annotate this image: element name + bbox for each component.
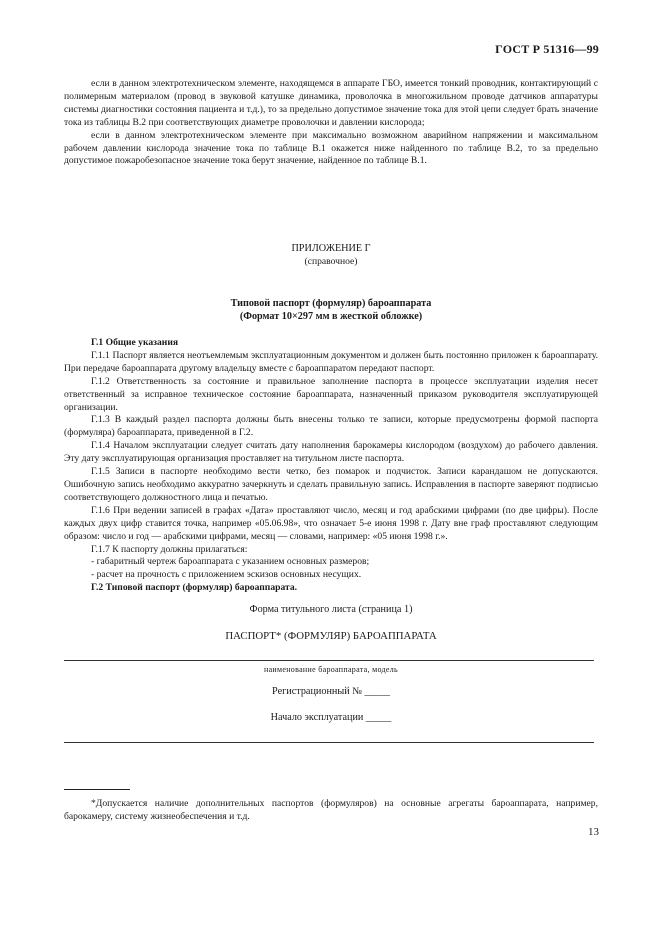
footnote-separator [64,789,130,790]
document-title-line-2: (Формат 10×297 мм в жесткой обложке) [239,311,423,322]
clause-g16: Г.1.6 При ведении записей в графах «Дата» проставляют число, месяц и год арабскими цифрами (по две цифры). После каждых двух цифр ставится точка, например «05.06.98», что означает 5-е июня 1998 г. Дату вне граф проставляют следующим образом: число и год — арабскими цифрами, месяц — словами, например: «05 июня 1998 г.». [64,504,598,542]
intro-paragraph-2: если в данном электротехническом элементе при максимально возможном аварийном напряжении и максимальном рабочем давлении кислорода значение тока по таблице В.1 окажется ниже найденного по таблице В.2, то за предельно допустимое пожаробезопасное значение тока берут значение, найденное по таблице В.1. [64,129,598,167]
intro-text [64,78,598,168]
clause-g12: Г.1.2 Ответственность за состояние и правильное заполнение паспорта в процессе эксплуатации изделия несет ответственный за исправное техническое состояние бароаппарата, назначенный приказом руководителя эксплуатирующей организации. [64,375,598,413]
section-g2-heading: Г.2 Типовой паспорт (формуляр) бароаппарата. [91,582,298,594]
document-title-line-1: Типовой паспорт (формуляр) бароаппарата [230,298,432,309]
clause-g17: Г.1.7 К паспорту должны прилагаться: [91,543,248,555]
clause-g13: Г.1.3 В каждый раздел паспорта должны быть внесены только те записи, которые предусмотрены формой паспорта (формуляра) бароаппарата, приведенной в Г.2. [64,414,598,439]
appendix-title: ПРИЛОЖЕНИЕ Г [291,243,371,254]
name-fill-caption: наименование бароаппарата, модель [263,665,398,674]
clause-g17-item-2: - расчет на прочность с приложением эскизов основных несущих. [91,569,362,581]
section-g1-heading: Г.1 Общие указания [91,337,179,348]
appendix-heading [64,242,598,268]
clause-g11: Г.1.1 Паспорт является неотъемлемым эксплуатационным документом и должен быть постоянно приложен к бароаппарату. При передаче бароаппарата другому владельцу вместе с бароаппаратом передают паспорт. [64,349,598,374]
standard-number: ГОСТ Р 51316—99 [495,42,599,56]
footnote-text: *Допускается наличие дополнительных паспортов (формуляров) на основные агрегаты бароаппарата, например, барокамеру, систему жизнеобеспечения и т.д. [64,798,598,822]
intro-paragraph-1: если в данном электротехническом элементе, находящемся в аппарате ГБО, имеется тонкий проводник, контактирующий с полимерным материалом (провод в звуковой катушке динамика, проволочка в многожильном проводе датчиков аппаратуры системы диагностики состояния пациента и т.д.), то за предельно допустимое значение тока для этой цепи следует брать значение тока из таблицы В.2 при соответствующих диаметре проволочки и давлении кислорода; [64,78,598,128]
clause-g14: Г.1.4 Началом эксплуатации следует считать дату наполнения барокамеры кислородом (воздухом) до рабочего давления. Эту дату эксплуатирующая организация проставляет на титульном листе паспорта. [64,440,598,465]
section-g1 [64,337,598,595]
name-fill-line [64,660,594,661]
registration-number-label: Регистрационный № _____ [272,686,390,697]
appendix-subtitle: (справочное) [304,256,358,267]
clause-g17-item-1: - габаритный чертеж бароаппарата с указанием основных размеров; [91,556,370,568]
document-title [64,297,598,323]
clause-g15: Г.1.5 Записи в паспорте необходимо вести четко, без помарок и подчисток. Записи карандашом не допускаются. Ошибочную запись необходимо аккуратно зачеркнуть и сделать правильную запись. Исправления в паспорте заверяют подписью соответствующего должностного лица и печатью. [64,466,598,503]
form-page-caption: Форма титульного листа (страница 1) [249,604,413,615]
footnote [64,798,598,824]
bottom-fill-line [64,742,594,743]
operation-start-label: Начало эксплуатации _____ [270,712,392,723]
passport-title: ПАСПОРТ* (ФОРМУЛЯР) БАРОАППАРАТА [225,630,437,642]
page-number: 13 [588,826,599,838]
